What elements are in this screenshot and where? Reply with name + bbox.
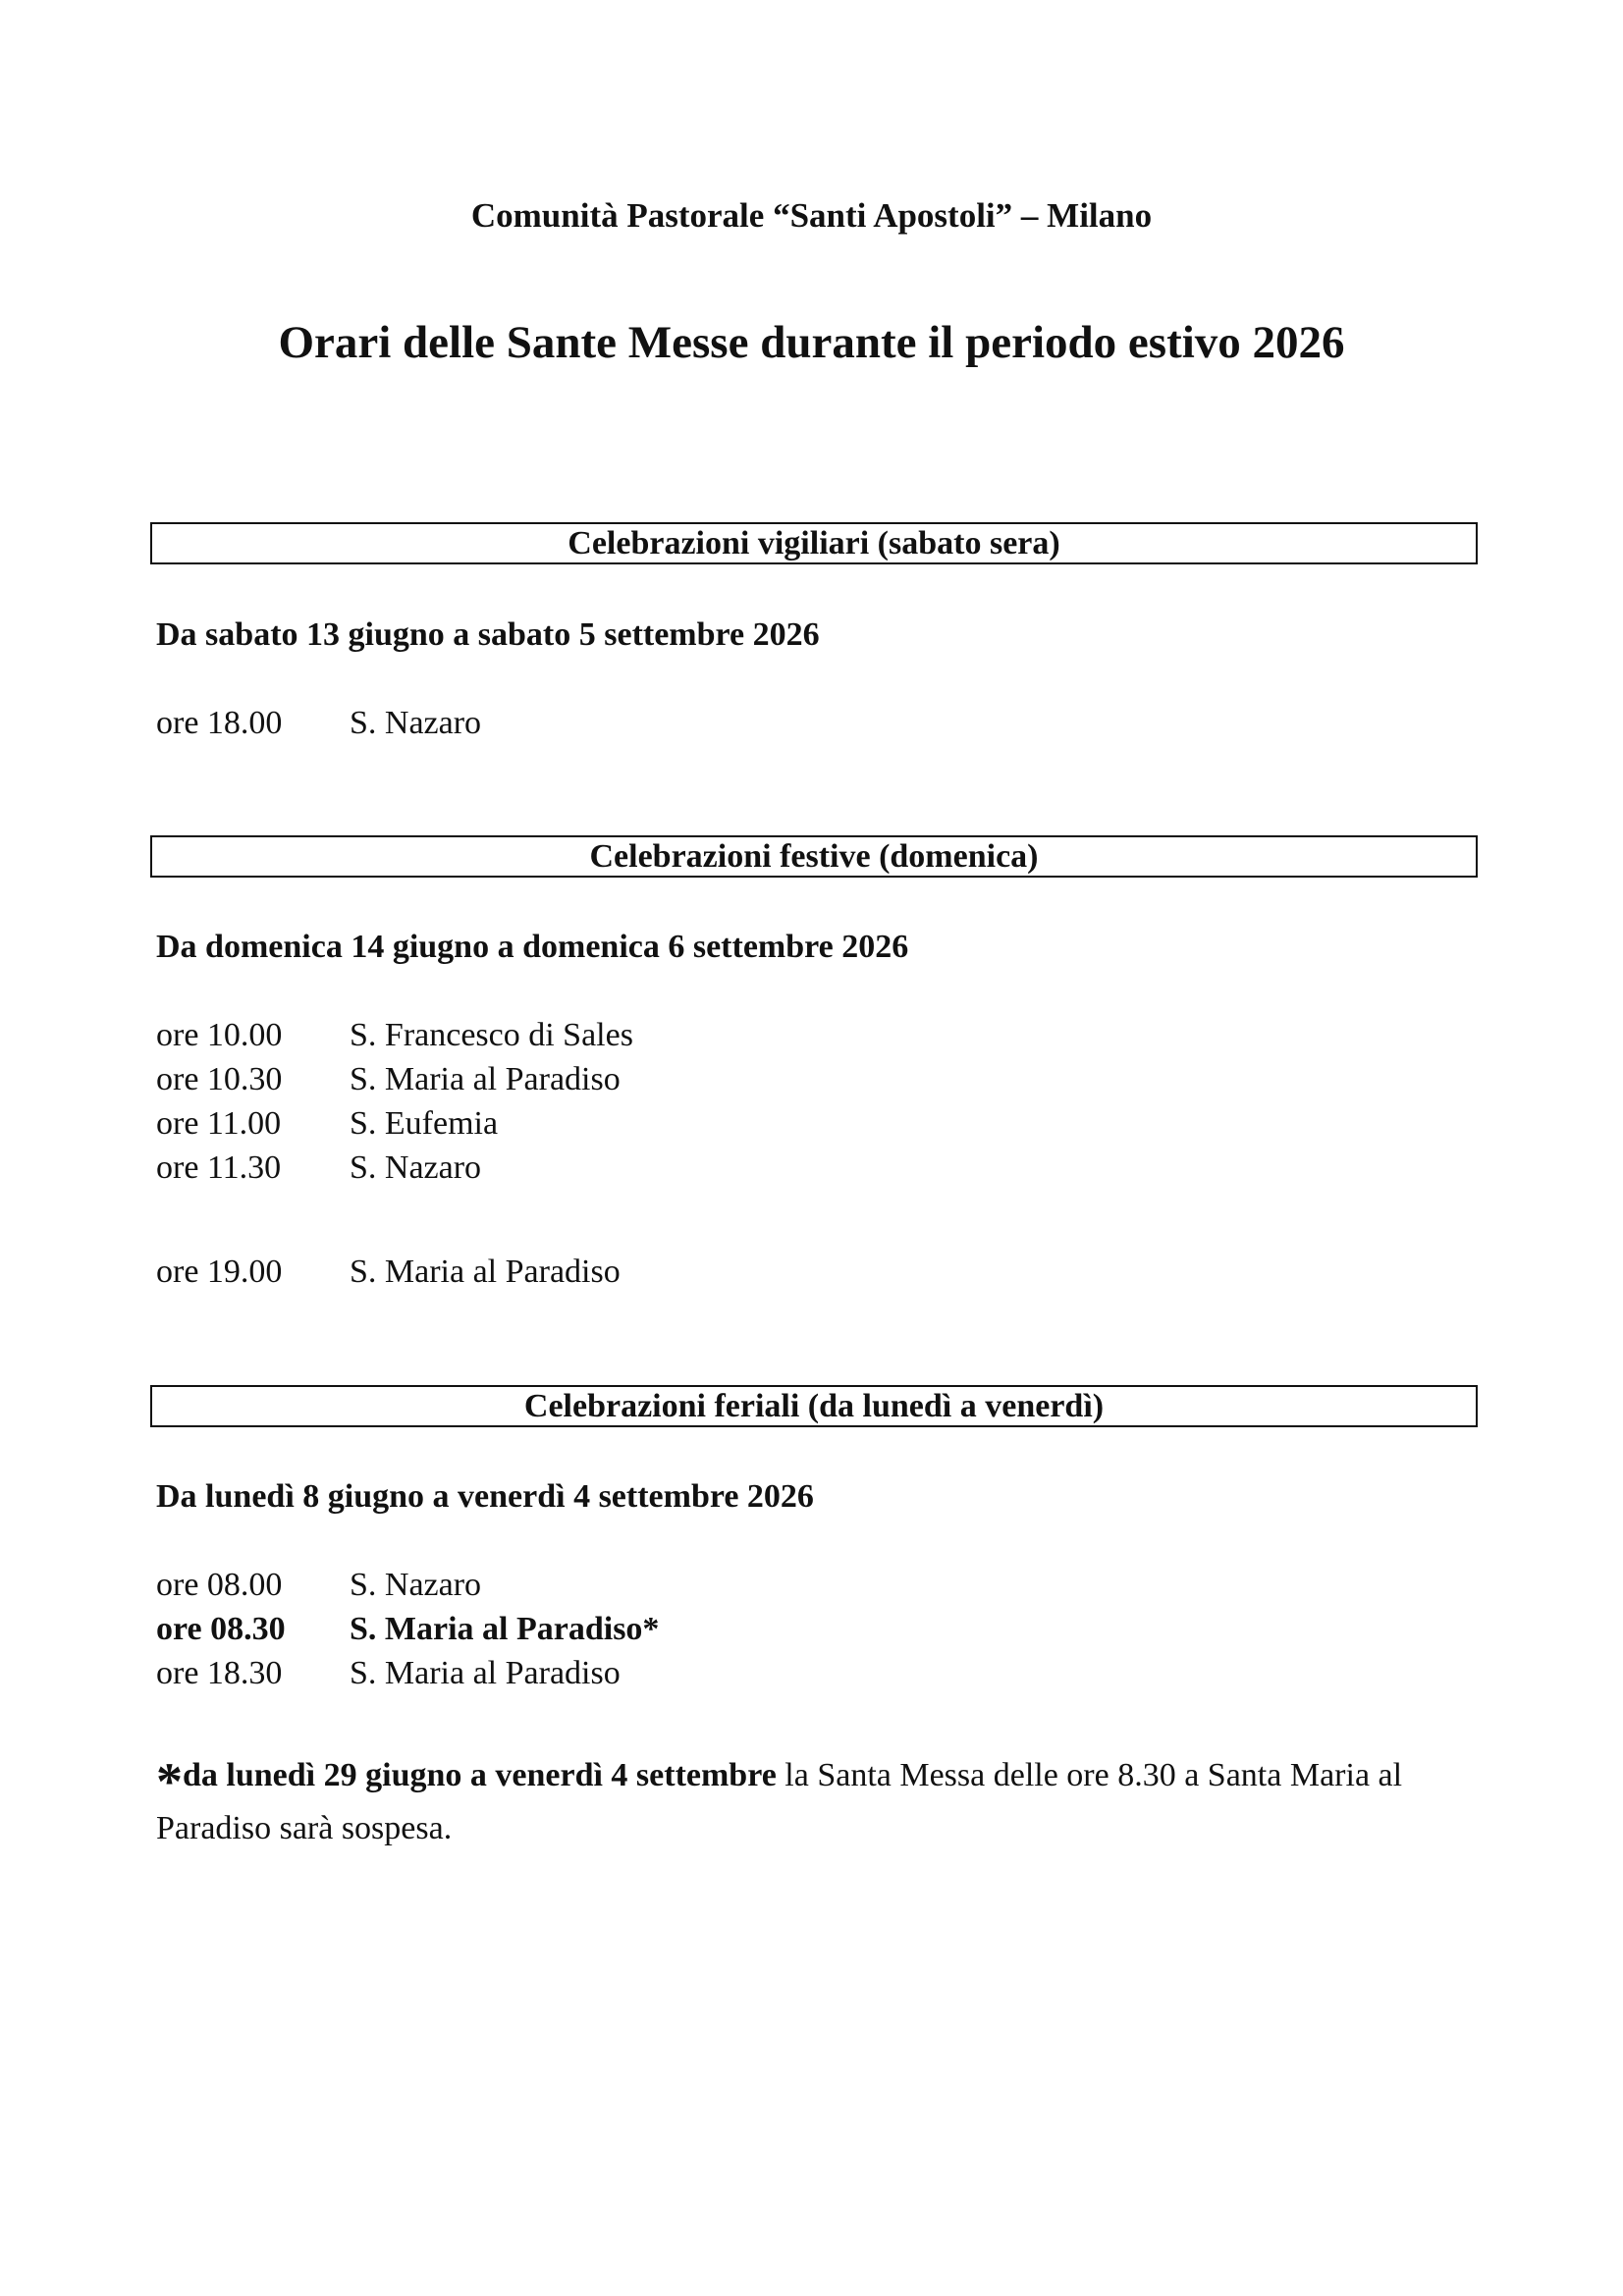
page-title: Orari delle Sante Messe durante il periodo estivo 2026	[278, 317, 1345, 368]
section-heading-feriali: Celebrazioni feriali (da lunedì a venerdì)	[150, 1385, 1478, 1427]
mass-place: S. Maria al Paradiso*	[350, 1611, 660, 1647]
period-vigiliari: Da sabato 13 giugno a sabato 5 settembre 2026	[156, 616, 820, 653]
mass-time: ore 10.00	[156, 1017, 283, 1053]
mass-time: ore 11.00	[156, 1105, 282, 1142]
mass-place: S. Nazaro	[350, 705, 482, 741]
mass-place: S. Maria al Paradiso	[350, 1254, 621, 1290]
footnote	[156, 1749, 1477, 1855]
mass-row	[156, 1061, 621, 1098]
mass-row	[156, 1105, 498, 1143]
mass-row	[156, 1254, 621, 1291]
mass-row-highlighted	[156, 1611, 659, 1648]
mass-time: ore 08.00	[156, 1567, 283, 1603]
period-festive: Da domenica 14 giugno a domenica 6 settembre 2026	[156, 929, 909, 965]
mass-place: S. Maria al Paradiso	[350, 1655, 621, 1691]
community-name: Comunità Pastorale “Santi Apostoli” – Milano	[470, 196, 1153, 235]
period-feriali: Da lunedì 8 giugno a venerdì 4 settembre 2026	[156, 1478, 814, 1515]
mass-time: ore 19.00	[156, 1254, 283, 1290]
mass-row	[156, 1655, 621, 1692]
mass-time: ore 18.30	[156, 1655, 283, 1691]
mass-row	[156, 705, 481, 742]
mass-place: S. Eufemia	[350, 1105, 499, 1142]
section-heading-festive: Celebrazioni festive (domenica)	[150, 835, 1478, 878]
mass-time: ore 10.30	[156, 1061, 283, 1097]
mass-time: ore 11.30	[156, 1149, 282, 1186]
footnote-text: la Santa Messa delle ore 8.30 a Santa Maria al Paradiso sarà sospesa.	[156, 1757, 1403, 1846]
mass-place: S. Nazaro	[350, 1149, 482, 1186]
mass-place: S. Nazaro	[350, 1567, 482, 1603]
mass-time: ore 18.00	[156, 705, 283, 741]
mass-place: S. Francesco di Sales	[350, 1017, 633, 1053]
mass-time: ore 08.30	[156, 1611, 286, 1647]
mass-row	[156, 1149, 481, 1187]
mass-row	[156, 1567, 481, 1604]
mass-place: S. Maria al Paradiso	[350, 1061, 621, 1097]
footnote-date-range: da lunedì 29 giugno a venerdì 4 settembre	[183, 1757, 777, 1793]
section-heading-vigiliari: Celebrazioni vigiliari (sabato sera)	[150, 522, 1478, 564]
mass-row	[156, 1017, 633, 1054]
asterisk-mark: *	[156, 1752, 183, 1811]
